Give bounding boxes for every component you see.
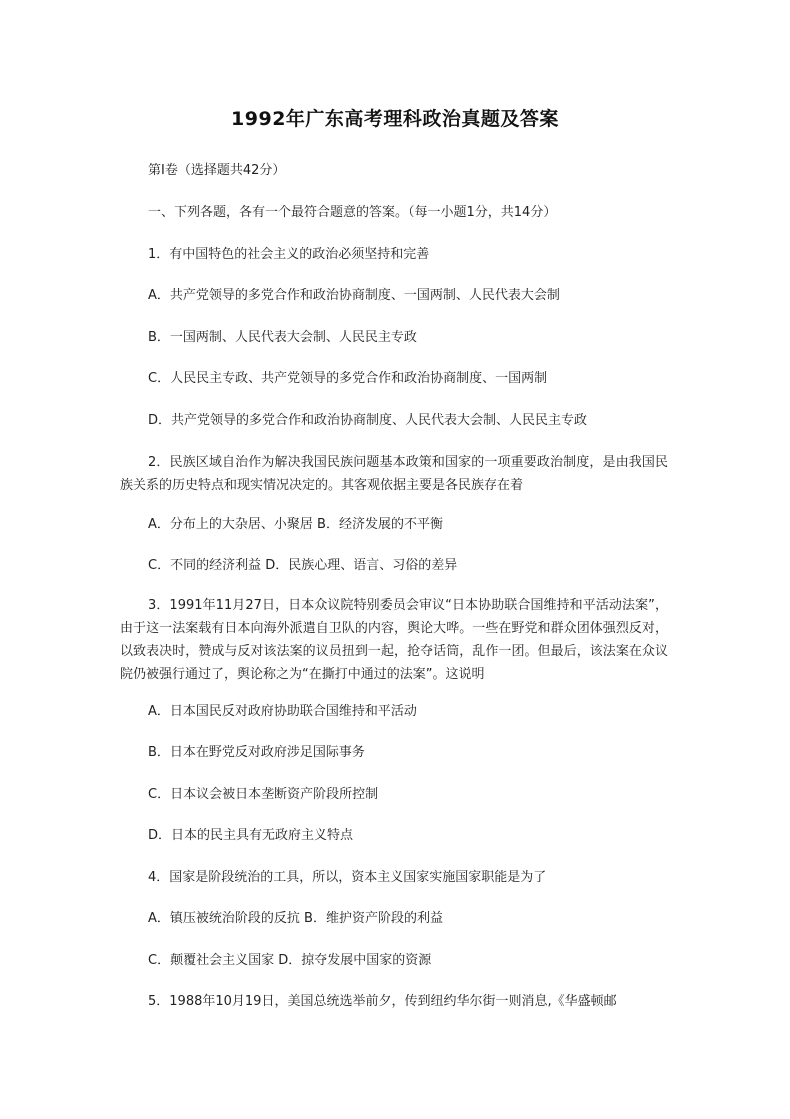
question-1-option-b: B．一国两制、人民代表大会制、人民民主专政 <box>148 330 417 345</box>
question-2-options-ab: A．分布上的大杂居、小聚居 B．经济发展的不平衡 <box>148 517 443 532</box>
question-3-option-b: B．日本在野党反对政府涉足国际事务 <box>148 745 365 760</box>
question-3-option-a: A．日本国民反对政府协助联合国维持和平活动 <box>148 704 417 719</box>
question-2-options-cd: C．不同的经济利益 D．民族心理、语言、习俗的差异 <box>148 558 458 573</box>
question-3-stem: 3．1991年11月27日，日本众议院特别委员会审议“日本协助联合国维持和平活动法案”，由于这一法案载有日本向海外派遣自卫队的内容，舆论大哗。一些在野党和群众团体强烈反对，以致表决时，赞成与反对该法案的议员扭到一起，抢夺话筒，乱作一团。但最后，该法案在众议院仍被强行通过了，舆论称之为“在撕打中通过的法案”。这说明 <box>120 598 668 682</box>
question-5-stem: 5．1988年10月19日，美国总统选举前夕，传到纽约华尔街一则消息,《华盛顿邮 <box>148 994 617 1009</box>
question-3-option-d: D．日本的民主具有无政府主义特点 <box>148 828 354 843</box>
question-1-option-a: A．共产党领导的多党合作和政治协商制度、一国两制、人民代表大会制 <box>148 288 560 303</box>
section-heading: 第Ⅰ卷（选择题共42分） <box>148 163 286 178</box>
question-1-option-c: C．人民民主专政、共产党领导的多党合作和政治协商制度、一国两制 <box>148 371 548 386</box>
question-4-options-cd: C．颠覆社会主义国家 D．掠夺发展中国家的资源 <box>148 953 432 968</box>
question-3-option-c: C．日本议会被日本垄断资产阶段所控制 <box>148 787 379 802</box>
question-2-stem: 2．民族区域自治作为解决我国民族问题基本政策和国家的一项重要政治制度，是由我国民族关系的历史特点和现实情况决定的。其客观依据主要是各民族存在着 <box>120 455 668 493</box>
question-1-option-d: D．共产党领导的多党合作和政治协商制度、人民代表大会制、人民民主专政 <box>148 413 588 428</box>
question-1-stem: 1．有中国特色的社会主义的政治必须坚持和完善 <box>148 247 430 262</box>
document-title: 1992年广东高考理科政治真题及答案 <box>231 108 559 130</box>
question-4-stem: 4．国家是阶段统治的工具，所以，资本主义国家实施国家职能是为了 <box>148 870 547 885</box>
question-4-options-ab: A．镇压被统治阶段的反抗 B．维护资产阶段的利益 <box>148 911 443 926</box>
part-one-instruction: 一、下列各题，各有一个最符合题意的答案。（每一小题1分，共14分） <box>148 205 557 220</box>
